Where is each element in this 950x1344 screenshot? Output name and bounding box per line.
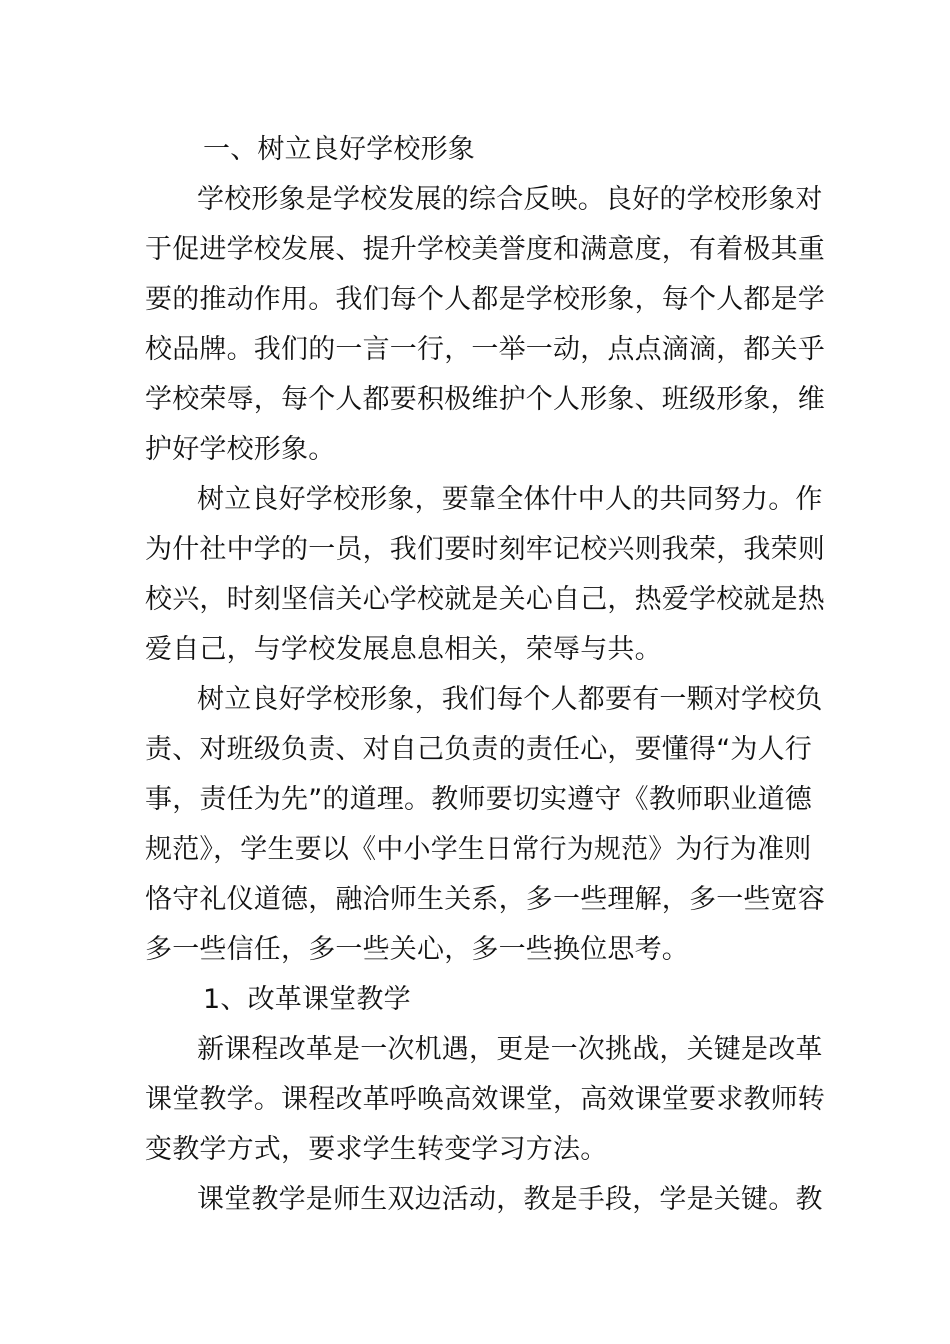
paragraph-line: 为什社中学的一员，我们要时刻牢记校兴则我荣，我荣则 — [145, 534, 825, 565]
paragraph-line: 树立良好学校形象，我们每个人都要有一颗对学校负 — [197, 684, 823, 715]
section-heading: 一、树立良好学校形象 — [203, 134, 475, 165]
paragraph-line: 责、对班级负责、对自己负责的责任心，要懂得“为人行 — [145, 734, 812, 765]
paragraph-line: 护好学校形象。 — [145, 434, 336, 465]
paragraph-line: 课堂教学是师生双边活动，教是手段，学是关键。教 — [197, 1184, 823, 1215]
paragraph-line: 要的推动作用。我们每个人都是学校形象，每个人都是学 — [145, 284, 825, 315]
paragraph-line: 变教学方式，要求学生转变学习方法。 — [145, 1134, 608, 1165]
paragraph-line: 爱自己，与学校发展息息相关，荣辱与共。 — [145, 634, 662, 665]
paragraph-line: 事，责任为先”的道理。教师要切实遵守《教师职业道德 — [145, 784, 812, 815]
paragraph-line: 新课程改革是一次机遇，更是一次挑战，关键是改革 — [197, 1034, 823, 1065]
paragraph-line: 恪守礼仪道德，融洽师生关系，多一些理解，多一些宽容 — [145, 884, 825, 915]
paragraph-line: 于促进学校发展、提升学校美誉度和满意度，有着极其重 — [145, 234, 825, 265]
paragraph-line: 学校形象是学校发展的综合反映。良好的学校形象对 — [197, 184, 823, 215]
subsection-heading: 1、改革课堂教学 — [203, 984, 411, 1015]
paragraph-line: 校品牌。我们的一言一行，一举一动，点点滴滴，都关乎 — [145, 334, 825, 365]
paragraph-line: 规范》，学生要以《中小学生日常行为规范》为行为准则 — [145, 834, 812, 865]
paragraph-line: 校兴，时刻坚信关心学校就是关心自己，热爱学校就是热 — [145, 584, 825, 615]
paragraph-line: 课堂教学。课程改革呼唤高效课堂，高效课堂要求教师转 — [145, 1084, 825, 1115]
paragraph-line: 学校荣辱，每个人都要积极维护个人形象、班级形象，维 — [145, 384, 825, 415]
paragraph-line: 树立良好学校形象，要靠全体什中人的共同努力。作 — [197, 484, 823, 515]
paragraph-line: 多一些信任，多一些关心，多一些换位思考。 — [145, 934, 689, 965]
